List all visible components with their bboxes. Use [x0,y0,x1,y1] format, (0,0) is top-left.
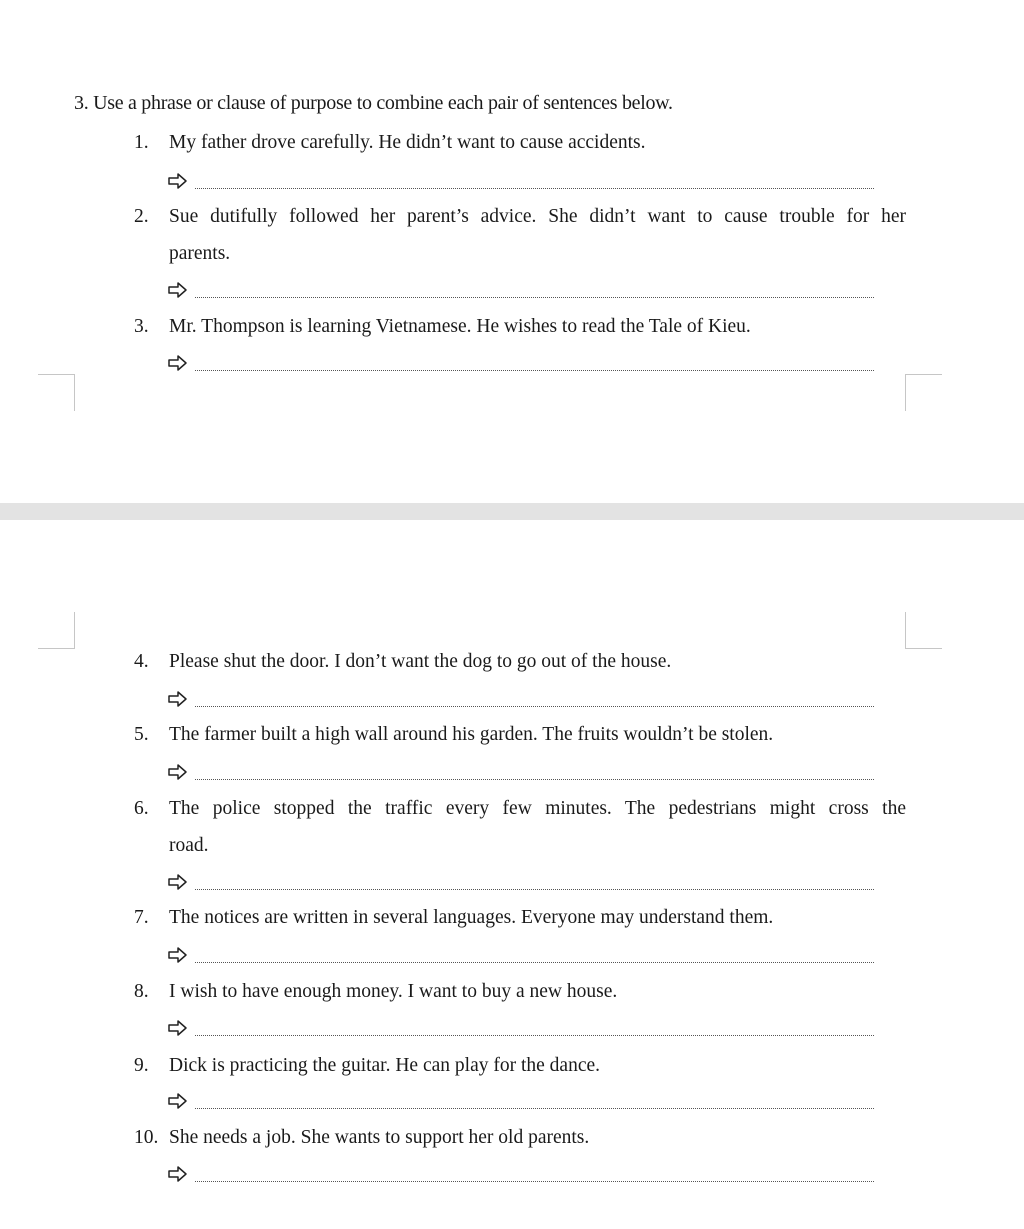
question-text: The farmer built a high wall around his garden. The fruits wouldn’t be stolen. [169,724,774,745]
dotted-answer-blank[interactable] [195,706,874,707]
page-separator [0,503,1024,520]
question-number: 9. [134,1055,149,1076]
exercise-number: 3. [74,92,89,114]
answer-line-8[interactable] [168,1019,878,1041]
page-margin-corner-mark [38,374,75,411]
dotted-answer-blank[interactable] [195,1181,874,1182]
right-arrow-outline-icon [168,1017,188,1039]
dotted-answer-blank[interactable] [195,1108,874,1109]
dotted-answer-blank[interactable] [195,962,874,963]
right-arrow-outline-icon [168,871,188,893]
dotted-answer-blank[interactable] [195,188,874,189]
answer-line-4[interactable] [168,690,878,712]
answer-line-6[interactable] [168,873,878,895]
right-arrow-outline-icon [168,1163,188,1185]
dotted-answer-blank[interactable] [195,297,874,298]
document-page-1 [0,0,1024,503]
question-number: 4. [134,651,149,672]
right-arrow-outline-icon [168,1090,188,1112]
question-number: 8. [134,981,149,1002]
dotted-answer-blank[interactable] [195,1035,874,1036]
question-number: 10. [134,1127,159,1148]
question-text-continued: road. [169,835,209,856]
question-text: The police stopped the traffic every few minutes. The pedestrians might cross the [169,798,906,819]
dotted-answer-blank[interactable] [195,779,874,780]
question-number: 3. [134,316,149,337]
question-text: I wish to have enough money. I want to buy a new house. [169,981,618,1002]
dotted-answer-blank[interactable] [195,889,874,890]
page-margin-corner-mark [905,374,942,411]
question-number: 5. [134,724,149,745]
question-text: Mr. Thompson is learning Vietnamese. He wishes to read the Tale of Kieu. [169,316,751,337]
question-text-continued: parents. [169,243,231,264]
dotted-answer-blank[interactable] [195,370,874,371]
exercise-instruction: Use a phrase or clause of purpose to combine each pair of sentences below. [93,92,673,114]
question-text: The notices are written in several languages. Everyone may understand them. [169,907,774,928]
right-arrow-outline-icon [168,279,188,301]
answer-line-5[interactable] [168,763,878,785]
answer-line-10[interactable] [168,1165,878,1187]
question-text: She needs a job. She wants to support her old parents. [169,1127,590,1148]
page-margin-corner-mark [38,612,75,649]
answer-line-3[interactable] [168,354,878,376]
exercise-heading [74,92,673,115]
answer-line-1[interactable] [168,172,878,194]
right-arrow-outline-icon [168,944,188,966]
question-number: 7. [134,907,149,928]
page-margin-corner-mark [905,612,942,649]
question-number: 6. [134,798,149,819]
question-text: Sue dutifully followed her parent’s advice. She didn’t want to cause trouble for her [169,206,906,227]
question-number: 2. [134,206,149,227]
right-arrow-outline-icon [168,688,188,710]
answer-line-2[interactable] [168,281,878,303]
question-text: My father drove carefully. He didn’t want to cause accidents. [169,132,646,153]
answer-line-9[interactable] [168,1092,878,1114]
right-arrow-outline-icon [168,352,188,374]
question-text: Dick is practicing the guitar. He can play for the dance. [169,1055,600,1076]
question-number: 1. [134,132,149,153]
question-text: Please shut the door. I don’t want the dog to go out of the house. [169,651,672,672]
answer-line-7[interactable] [168,946,878,968]
right-arrow-outline-icon [168,170,188,192]
right-arrow-outline-icon [168,761,188,783]
